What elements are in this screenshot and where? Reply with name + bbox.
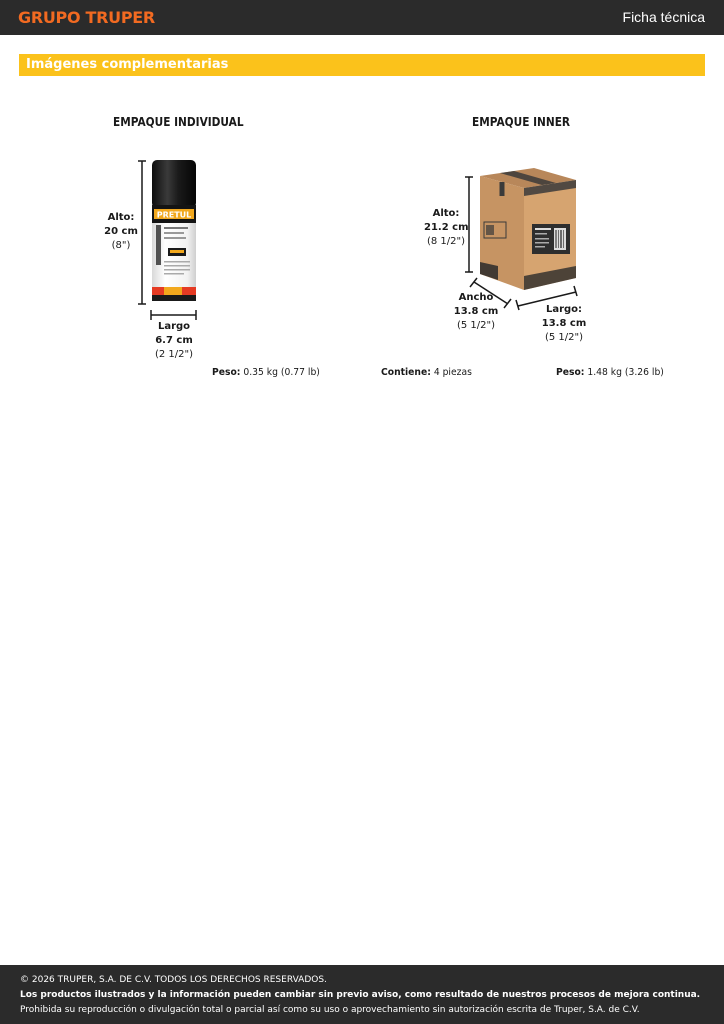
individual-height-label: Alto: 20 cm (8") — [104, 212, 138, 251]
inner-width-label: Ancho 13.8 cm (5 1/2") — [453, 292, 499, 331]
inner-package-title: EMPAQUE INNER — [472, 115, 571, 129]
spray-can-image — [150, 159, 198, 303]
cardboard-box-image — [478, 166, 578, 296]
footer-notice: Los productos ilustrados y la información pueden cambiar sin previo aviso, como resultado de nuestros procesos de mejora continua. — [20, 990, 701, 1000]
inner-length-label: Largo: 13.8 cm (5 1/2") — [541, 304, 587, 343]
section-heading-bar — [19, 54, 705, 76]
footer-copyright: © 2026 TRUPER, S.A. DE C.V. TODOS LOS DERECHOS RESERVADOS. — [20, 975, 327, 985]
top-bar — [0, 0, 724, 35]
truper-logo: GRUPO TRUPER — [18, 8, 155, 27]
inner-height-label: Alto: 21.2 cm (8 1/2") — [424, 208, 469, 247]
can-brand-label: PRETUL — [156, 210, 192, 220]
inner-weight: Peso: 1.48 kg (3.26 lb) — [556, 367, 664, 378]
footer — [0, 965, 724, 1024]
section-title: Imágenes complementarias — [26, 57, 229, 72]
document-type-label: Ficha técnica — [622, 9, 705, 25]
inner-contents: Contiene: 4 piezas — [381, 367, 472, 378]
footer-legal: Prohibida su reproducción o divulgación total o parcial así como su uso o aprovechamiento sin autorización escrita de Truper, S.A. de C.V. — [20, 1005, 640, 1015]
individual-weight: Peso: 0.35 kg (0.77 lb) — [212, 367, 320, 378]
individual-package-title: EMPAQUE INDIVIDUAL — [113, 115, 244, 129]
individual-length-label: Largo 6.7 cm (2 1/2") — [154, 321, 194, 360]
